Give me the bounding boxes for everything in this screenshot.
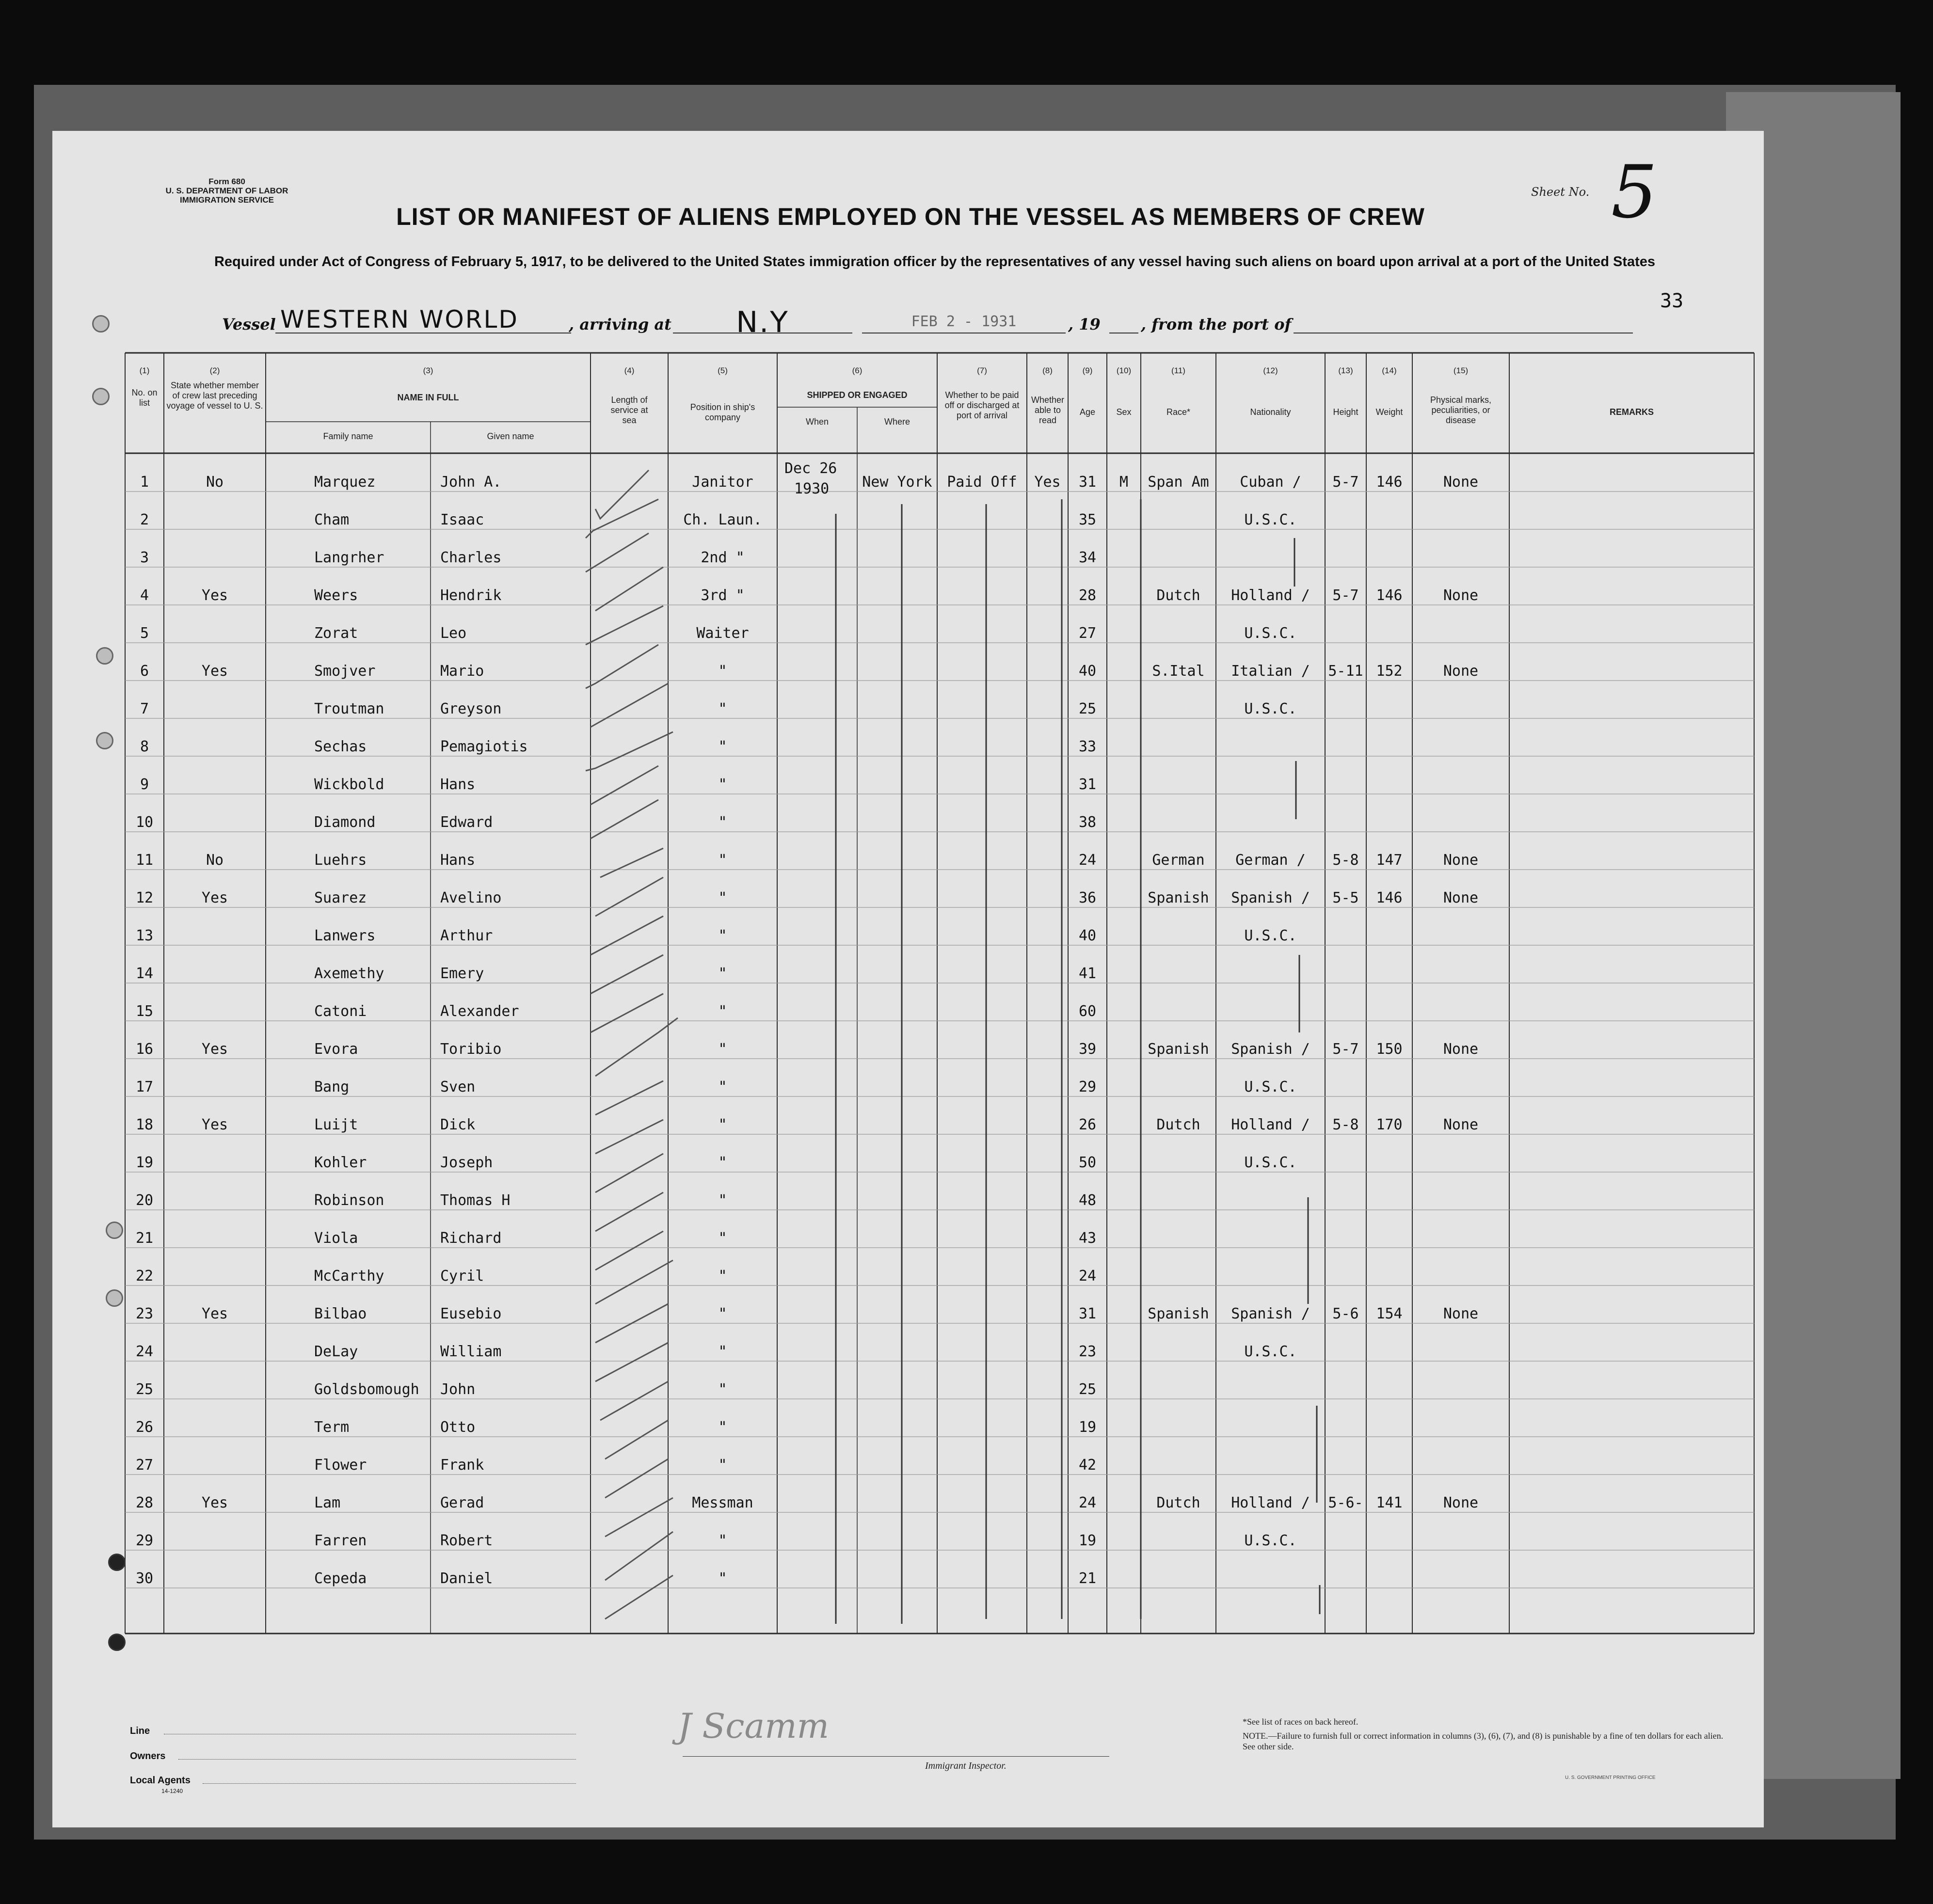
cell-no: 23 <box>135 1305 154 1322</box>
cell-position: 3rd " <box>701 587 745 604</box>
footer-agents-label: Local Agents <box>130 1775 191 1786</box>
cell-no: 12 <box>135 889 154 906</box>
cell-nationality: U.S.C. <box>1244 700 1297 717</box>
cell-given-name: William <box>440 1343 502 1360</box>
cell-age: 40 <box>1078 927 1097 944</box>
cell-no: 21 <box>135 1230 154 1247</box>
cell-height: 5-7 <box>1332 1041 1359 1058</box>
cell-given-name: Greyson <box>440 700 502 717</box>
department: U. S. DEPARTMENT OF LABOR <box>165 186 288 195</box>
header-prev-voyage: State whether member of crew last preceding voyage of vessel to U. S. <box>166 381 263 411</box>
manifest-sheet <box>52 131 1764 1827</box>
cell-family-name: Viola <box>314 1230 358 1247</box>
cell-no: 24 <box>135 1343 154 1360</box>
cell-family-name: Wickbold <box>314 776 384 793</box>
cell-given-name: Dick <box>440 1116 476 1133</box>
cell-prev-voyage: No <box>206 474 224 491</box>
binder-hole <box>92 315 110 333</box>
cell-family-name: Farren <box>314 1532 367 1549</box>
cell-nationality: Spanish / <box>1231 889 1310 906</box>
cell-race: S.Ital <box>1152 663 1205 680</box>
cell-family-name: Smojver <box>314 663 376 680</box>
header-name-in-full: NAME IN FULL <box>397 393 459 402</box>
col-number: (14) <box>1382 366 1397 375</box>
cell-position: " <box>718 927 727 944</box>
cell-age: 50 <box>1078 1154 1097 1171</box>
cell-nationality: Cuban / <box>1240 474 1301 491</box>
col-number: (12) <box>1263 366 1278 375</box>
cell-height: 5-7 <box>1332 587 1359 604</box>
cell-position: " <box>718 700 727 717</box>
col-number: (3) <box>423 366 433 375</box>
footer-agents-code: 14-1240 <box>161 1788 183 1794</box>
from-port-label: , from the port of <box>1141 315 1292 333</box>
cell-given-name: Mario <box>440 663 484 680</box>
cell-age: 34 <box>1078 549 1097 566</box>
col-number: (13) <box>1338 366 1353 375</box>
header-position: Position in ship's company <box>690 402 755 422</box>
cell-age: 21 <box>1078 1570 1097 1587</box>
cell-no: 2 <box>140 511 149 528</box>
cell-family-name: Goldsbomough <box>314 1381 419 1398</box>
cell-age: 31 <box>1078 1305 1097 1322</box>
cell-family-name: Weers <box>314 587 358 604</box>
cell-no: 17 <box>135 1079 154 1095</box>
header-given-name: Given name <box>487 431 534 441</box>
cell-age: 33 <box>1078 738 1097 755</box>
sheet-no-value: 5 <box>1611 150 1658 235</box>
col-number: (11) <box>1171 366 1185 375</box>
cell-prev-voyage: Yes <box>201 587 228 604</box>
cell-nationality: Italian / <box>1231 663 1310 680</box>
cell-weight: 170 <box>1376 1116 1403 1133</box>
cell-family-name: Bang <box>314 1079 350 1095</box>
cell-prev-voyage: Yes <box>201 663 228 680</box>
cell-physical-marks: None <box>1443 889 1479 906</box>
cell-family-name: Catoni <box>314 1003 367 1020</box>
cell-weight: 146 <box>1376 587 1403 604</box>
cell-race: Spanish <box>1148 1041 1209 1058</box>
cell-position: " <box>718 1003 727 1020</box>
header-paid-off: Whether to be paid off or discharged at port of arrival <box>944 390 1020 420</box>
binder-hole <box>106 1222 123 1239</box>
cell-family-name: Lam <box>314 1494 341 1511</box>
race-note: *See list of races on back hereof. <box>1243 1717 1358 1727</box>
sheet-no-label: Sheet No. <box>1531 185 1590 199</box>
cell-position: " <box>718 965 727 982</box>
arriving-label: , arriving at <box>569 315 671 333</box>
binder-hole <box>106 1289 123 1307</box>
cell-position: Janitor <box>692 474 753 491</box>
penalty-note: NOTE.—Failure to furnish full or correct information in columns (3), (6), (7), and (8) is punishable by a fine of ten dollars for each alien. See other side. <box>1243 1731 1724 1751</box>
col-number: (4) <box>624 366 635 375</box>
cell-weight: 154 <box>1376 1305 1403 1322</box>
cell-age: 26 <box>1078 1116 1097 1133</box>
cell-no: 18 <box>135 1116 154 1133</box>
cell-no: 19 <box>135 1154 154 1171</box>
vessel-label: Vessel <box>222 315 276 333</box>
cell-family-name: Cepeda <box>314 1570 367 1587</box>
cell-prev-voyage: No <box>206 852 224 869</box>
cell-nationality: U.S.C. <box>1244 625 1297 642</box>
binder-hole <box>96 732 113 749</box>
cell-family-name: Troutman <box>314 700 384 717</box>
cell-given-name: John A. <box>440 474 502 491</box>
cell-position: " <box>718 663 727 680</box>
cell-nationality: Holland / <box>1231 587 1310 604</box>
cell-age: 40 <box>1078 663 1097 680</box>
cell-height: 5-11 <box>1328 663 1363 680</box>
cell-age: 24 <box>1078 1268 1097 1285</box>
cell-race: Span Am <box>1148 474 1209 491</box>
cell-family-name: Sechas <box>314 738 367 755</box>
cell-family-name: Langrher <box>314 549 384 566</box>
cell-given-name: Otto <box>440 1419 476 1436</box>
cell-age: 19 <box>1078 1419 1097 1436</box>
cell-no: 6 <box>140 663 149 680</box>
cell-weight: 147 <box>1376 852 1403 869</box>
cell-race: German <box>1152 852 1205 869</box>
cell-no: 13 <box>135 927 154 944</box>
cell-position: " <box>718 1532 727 1549</box>
cell-family-name: McCarthy <box>314 1268 384 1285</box>
cell-physical-marks: None <box>1443 1494 1479 1511</box>
col-number: (15) <box>1453 366 1469 375</box>
cell-age: 48 <box>1078 1192 1097 1209</box>
cell-no: 9 <box>140 776 149 793</box>
cell-given-name: Isaac <box>440 511 484 528</box>
col-number: (7) <box>977 366 987 375</box>
cell-position: " <box>718 1381 727 1398</box>
cell-sex: M <box>1119 474 1129 491</box>
header-physical-marks: Physical marks, peculiarities, or disease <box>1430 395 1492 425</box>
footer-line-label: Line <box>130 1726 150 1736</box>
cell-age: 41 <box>1078 965 1097 982</box>
cell-no: 3 <box>140 549 149 566</box>
cell-paid-off: Paid Off <box>947 474 1017 491</box>
cell-family-name: Bilbao <box>314 1305 367 1322</box>
cell-position: " <box>718 814 727 831</box>
cell-no: 15 <box>135 1003 154 1020</box>
printing-office: U. S. GOVERNMENT PRINTING OFFICE <box>1565 1775 1656 1780</box>
binder-hole <box>96 647 113 665</box>
binder-hole <box>108 1554 126 1571</box>
cell-position: 2nd " <box>701 549 745 566</box>
cell-no: 11 <box>135 852 154 869</box>
cell-family-name: Robinson <box>314 1192 384 1209</box>
header-weight: Weight <box>1375 407 1403 417</box>
cell-position: " <box>718 1079 727 1095</box>
header-nationality: Nationality <box>1250 407 1291 417</box>
header-where: Where <box>884 417 910 427</box>
cell-height: 5-7 <box>1332 474 1359 491</box>
cell-family-name: DeLay <box>314 1343 358 1360</box>
col-number: (8) <box>1042 366 1053 375</box>
date-stamp: FEB 2 - 1931 <box>862 305 1066 333</box>
cell-weight: 152 <box>1376 663 1403 680</box>
cell-family-name: Flower <box>314 1457 367 1474</box>
cell-age: 35 <box>1078 511 1097 528</box>
header-height: Height <box>1333 407 1358 417</box>
cell-position: " <box>718 889 727 906</box>
col-number: (9) <box>1082 366 1093 375</box>
cell-race: Dutch <box>1156 1116 1200 1133</box>
page-title: LIST OR MANIFEST OF ALIENS EMPLOYED ON THE VESSEL AS MEMBERS OF CREW <box>396 203 1425 230</box>
cell-nationality: Spanish / <box>1231 1041 1310 1058</box>
header-shipped-engaged: SHIPPED OR ENGAGED <box>807 390 908 400</box>
cell-family-name: Diamond <box>314 814 376 831</box>
cell-position: " <box>718 1305 727 1322</box>
cell-age: 25 <box>1078 1381 1097 1398</box>
cell-age: 31 <box>1078 776 1097 793</box>
cell-no: 25 <box>135 1381 154 1398</box>
cell-nationality: Holland / <box>1231 1494 1310 1511</box>
cell-race: Spanish <box>1148 1305 1209 1322</box>
cell-able-read: Yes <box>1034 474 1061 491</box>
header-length-service: Length of service at sea <box>610 395 648 425</box>
form-number: Form 680 <box>208 177 245 186</box>
binder-hole <box>108 1634 126 1651</box>
cell-given-name: Thomas H <box>440 1192 511 1209</box>
cell-position: " <box>718 1570 727 1587</box>
cell-no: 8 <box>140 738 149 755</box>
header-age: Age <box>1079 407 1096 417</box>
cell-race: Spanish <box>1148 889 1209 906</box>
cell-no: 5 <box>140 625 149 642</box>
cell-family-name: Marquez <box>314 474 376 491</box>
cell-given-name: Pemagiotis <box>440 738 528 755</box>
cell-no: 14 <box>135 965 154 982</box>
inspector-signature-line <box>683 1756 1109 1757</box>
cell-age: 38 <box>1078 814 1097 831</box>
cell-given-name: Eusebio <box>440 1305 502 1322</box>
cell-prev-voyage: Yes <box>201 1305 228 1322</box>
cell-family-name: Luijt <box>314 1116 358 1133</box>
cell-race: Dutch <box>1156 587 1200 604</box>
header-no-on-list: No. on list <box>131 388 158 408</box>
cell-family-name: Suarez <box>314 889 367 906</box>
cell-age: 23 <box>1078 1343 1097 1360</box>
cell-age: 27 <box>1078 625 1097 642</box>
shipped-when-date: Dec 26 <box>784 460 837 477</box>
year-label: , 19 <box>1068 315 1101 333</box>
cell-weight: 150 <box>1376 1041 1403 1058</box>
cell-position: " <box>718 852 727 869</box>
cell-nationality: Spanish / <box>1231 1305 1310 1322</box>
cell-given-name: Charles <box>440 549 502 566</box>
header-able-read: Whether able to read <box>1031 395 1065 425</box>
col-number: (2) <box>209 366 220 375</box>
cell-given-name: Daniel <box>440 1570 493 1587</box>
cell-physical-marks: None <box>1443 1041 1479 1058</box>
cell-age: 31 <box>1078 474 1097 491</box>
cell-height: 5-8 <box>1332 1116 1359 1133</box>
inspector-signature: J Scamm <box>678 1706 829 1746</box>
cell-age: 36 <box>1078 889 1097 906</box>
cell-position: Ch. Laun. <box>683 511 762 528</box>
footer-agents-blank <box>203 1783 576 1784</box>
cell-age: 24 <box>1078 852 1097 869</box>
cell-prev-voyage: Yes <box>201 1041 228 1058</box>
cell-no: 22 <box>135 1268 154 1285</box>
cell-position: Waiter <box>696 625 749 642</box>
cell-family-name: Kohler <box>314 1154 367 1171</box>
cell-given-name: Richard <box>440 1230 502 1247</box>
cell-no: 26 <box>135 1419 154 1436</box>
cell-given-name: Gerad <box>440 1494 484 1511</box>
cell-family-name: Lanwers <box>314 927 376 944</box>
cell-no: 30 <box>135 1570 154 1587</box>
cell-age: 19 <box>1078 1532 1097 1549</box>
cell-given-name: Hans <box>440 776 476 793</box>
footer-owners-blank <box>178 1759 576 1760</box>
cell-nationality: U.S.C. <box>1244 1343 1297 1360</box>
cell-age: 24 <box>1078 1494 1097 1511</box>
cell-family-name: Evora <box>314 1041 358 1058</box>
cell-age: 39 <box>1078 1041 1097 1058</box>
cell-no: 28 <box>135 1494 154 1511</box>
cell-no: 16 <box>135 1041 154 1058</box>
cell-given-name: Toribio <box>440 1041 502 1058</box>
header-race: Race* <box>1166 407 1191 417</box>
cell-family-name: Zorat <box>314 625 358 642</box>
cell-position: " <box>718 1343 727 1360</box>
cell-physical-marks: None <box>1443 474 1479 491</box>
cell-given-name: Arthur <box>440 927 493 944</box>
cell-given-name: Hendrik <box>440 587 502 604</box>
cell-physical-marks: None <box>1443 587 1479 604</box>
cell-no: 29 <box>135 1532 154 1549</box>
cell-prev-voyage: Yes <box>201 1494 228 1511</box>
cell-position: " <box>718 1419 727 1436</box>
cell-nationality: U.S.C. <box>1244 1532 1297 1549</box>
cell-weight: 141 <box>1376 1494 1403 1511</box>
col-number: (6) <box>852 366 863 375</box>
cell-age: 60 <box>1078 1003 1097 1020</box>
binder-hole <box>92 388 110 405</box>
cell-given-name: John <box>440 1381 476 1398</box>
col-number: (10) <box>1116 366 1132 375</box>
cell-position: " <box>718 738 727 755</box>
cell-position: " <box>718 1457 727 1474</box>
cell-nationality: Holland / <box>1231 1116 1310 1133</box>
cell-position: " <box>718 1041 727 1058</box>
cell-position: " <box>718 1192 727 1209</box>
cell-position: " <box>718 776 727 793</box>
cell-position: " <box>718 1154 727 1171</box>
cell-prev-voyage: Yes <box>201 889 228 906</box>
cell-given-name: Alexander <box>440 1003 519 1020</box>
cell-given-name: Hans <box>440 852 476 869</box>
cell-nationality: U.S.C. <box>1244 511 1297 528</box>
cell-position: " <box>718 1230 727 1247</box>
cell-age: 42 <box>1078 1457 1097 1474</box>
cell-no: 10 <box>135 814 154 831</box>
header-when: When <box>805 417 829 427</box>
cell-no: 20 <box>135 1192 154 1209</box>
cell-position: " <box>718 1268 727 1285</box>
cell-height: 5-5 <box>1332 889 1359 906</box>
cell-given-name: Robert <box>440 1532 493 1549</box>
cell-given-name: Joseph <box>440 1154 493 1171</box>
header-sex: Sex <box>1116 407 1132 417</box>
cell-nationality: U.S.C. <box>1244 1154 1297 1171</box>
cell-physical-marks: None <box>1443 1116 1479 1133</box>
cell-height: 5-6 <box>1332 1305 1359 1322</box>
shipped-when-year: 1930 <box>794 480 830 497</box>
cell-given-name: Leo <box>440 625 467 642</box>
footer-owners-label: Owners <box>130 1751 166 1761</box>
cell-age: 29 <box>1078 1079 1097 1095</box>
cell-family-name: Luehrs <box>314 852 367 869</box>
cell-height: 5-6- <box>1328 1494 1363 1511</box>
cell-given-name: Edward <box>440 814 493 831</box>
header-remarks: REMARKS <box>1609 407 1654 417</box>
arriving-port: N.Y <box>673 305 852 333</box>
cell-race: Dutch <box>1156 1494 1200 1511</box>
col-number: (1) <box>139 366 150 375</box>
cell-family-name: Axemethy <box>314 965 384 982</box>
cell-given-name: Frank <box>440 1457 484 1474</box>
cell-no: 27 <box>135 1457 154 1474</box>
cell-no: 7 <box>140 700 149 717</box>
cell-position: Messman <box>692 1494 753 1511</box>
service: IMMIGRATION SERVICE <box>180 195 274 205</box>
cell-nationality: U.S.C. <box>1244 1079 1297 1095</box>
col-number: (5) <box>718 366 728 375</box>
cell-prev-voyage: Yes <box>201 1116 228 1133</box>
cell-age: 43 <box>1078 1230 1097 1247</box>
manifest-grid <box>52 131 1764 1827</box>
cell-physical-marks: None <box>1443 852 1479 869</box>
cell-weight: 146 <box>1376 474 1403 491</box>
subtitle: Required under Act of Congress of February 5, 1917, to be delivered to the United States immigration officer by the representatives of any vessel having such aliens on board upon arrival at a port of the United States <box>214 254 1656 270</box>
cell-weight: 146 <box>1376 889 1403 906</box>
inspector-label: Immigrant Inspector. <box>925 1761 1006 1771</box>
footer-line-blank <box>164 1733 576 1734</box>
cell-given-name: Cyril <box>440 1268 484 1285</box>
cell-where: New York <box>862 474 932 491</box>
cell-nationality: German / <box>1235 852 1306 869</box>
page-number: 33 <box>1660 290 1684 312</box>
cell-nationality: U.S.C. <box>1244 927 1297 944</box>
cell-family-name: Cham <box>314 511 350 528</box>
cell-given-name: Avelino <box>440 889 502 906</box>
cell-height: 5-8 <box>1332 852 1359 869</box>
cell-family-name: Term <box>314 1419 350 1436</box>
vessel-name: WESTERN WORLD <box>275 305 571 333</box>
cell-given-name: Sven <box>440 1079 476 1095</box>
cell-position: " <box>718 1116 727 1133</box>
cell-physical-marks: None <box>1443 1305 1479 1322</box>
cell-age: 28 <box>1078 587 1097 604</box>
cell-no: 1 <box>140 474 149 491</box>
header-family-name: Family name <box>323 431 373 441</box>
cell-physical-marks: None <box>1443 663 1479 680</box>
cell-age: 25 <box>1078 700 1097 717</box>
cell-given-name: Emery <box>440 965 484 982</box>
cell-no: 4 <box>140 587 149 604</box>
